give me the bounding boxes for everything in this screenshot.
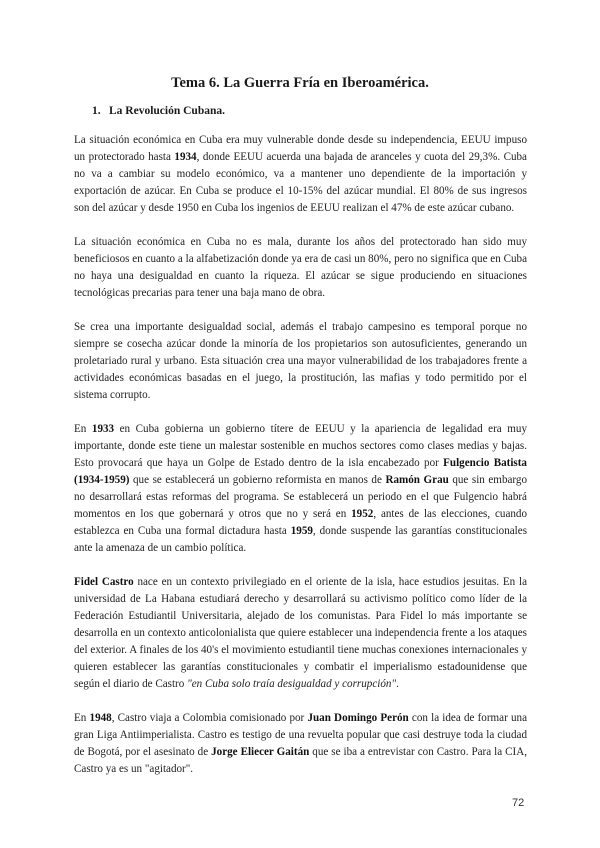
paragraph-6: [74, 710, 527, 778]
bold-name: Fulgencio Batista (1934-1959): [74, 457, 527, 486]
paragraph-2: La situación económica en Cuba no es mala, durante los años del protectorado han sido muy beneficiosos en cuanto a la alfabetización donde ya era de casi un 80%, pero no significa que en Cuba no haya una desigualdad en cuanto la riqueza. El azúcar se sigue produciendo en situaciones tecnológicas precarias para tener una baja mano de obra.: [74, 236, 527, 299]
bold-name: Juan Domingo Perón: [307, 712, 409, 724]
paragraph-4: [74, 421, 527, 557]
text-run: que se establecerá un gobierno reformista en manos de: [129, 474, 386, 486]
bold-year: 1948: [89, 712, 112, 724]
paragraph-1: [74, 132, 527, 217]
bold-name: Ramón Grau: [385, 474, 449, 486]
page-number: 72: [512, 797, 525, 809]
bold-name: Fidel Castro: [74, 576, 134, 588]
text-run: que se iba a entrevistar con Castro. Para la CIA, Castro ya es un "agitador".: [74, 746, 528, 775]
text-run: que sin embargo no desarrollará estas reformas del programa. Se establecerá un periodo en el que Fulgencio habrá momentos en los que gobernará y otros que no y será en: [74, 474, 527, 520]
bold-name: Jorge Eliecer Gaitán: [211, 746, 310, 758]
section-title: La Revolución Cubana.: [109, 105, 225, 117]
bold-year: 1952: [351, 508, 374, 520]
text-run: .: [396, 678, 399, 690]
text-run: En: [74, 423, 92, 435]
text-run: En: [74, 712, 90, 724]
bold-year: 1959: [290, 525, 313, 537]
page-title: Tema 6. La Guerra Fría en Iberoamérica.: [171, 75, 429, 91]
text-run: , antes de las elecciones, cuando establezca en Cuba una formal dictadura hasta: [74, 508, 528, 537]
italic-quote: "en Cuba solo traía desigualdad y corrupción": [187, 678, 397, 690]
text-run: , donde suspende las garantías constitucionales ante la amenaza de un cambio política.: [74, 525, 528, 554]
section-number: 1.: [92, 105, 101, 117]
bold-year: 1934: [174, 151, 197, 163]
paragraph-3: Se crea una importante desigualdad social, además el trabajo campesino es temporal porque no siempre se cosecha azúcar donde la minoría de los propietarios son autosuficientes, generando un proletariado rural y urbano. Esta situación crea una mayor vulnerabilidad de los trabajadores frente a actividades económicas basadas en el juego, la prostitución, las mafias y todo permitido por el sistema corrupto.: [74, 321, 527, 401]
paragraph-5: [74, 574, 527, 693]
text-run: , Castro viaja a Colombia comisionado por: [111, 712, 308, 724]
text-run: La situación económica en Cuba era muy vulnerable donde desde su independencia, EEUU impuso un protectorado hasta: [74, 134, 527, 163]
text-run: nace en un contexto privilegiado en el oriente de la isla, hace estudios jesuitas. En la universidad de La Habana estudiará derecho y desarrollará su activismo político como líder de la Federación Estudiantil Universitaria, alejado de los comunistas. Para Fidel lo más importante se desarrolla en un contexto anticolonialista que quiere establecer una independencia frente a los ataques del exterior. A finales de los 40's el movimiento estudiantil tiene muchas conexiones internacionales y quieren establecer las garantías constitucionales y combatir el imperialismo estadounidense que según el diario de Castro: [74, 576, 527, 690]
text-run: en Cuba gobierna un gobierno títere de EEUU y la apariencia de legalidad era muy importante, donde este tiene un malestar sostenible en muchos sectores como clases medias y bajas. Esto provocará que haya un Golpe de Estado dentro de la isla encabezado por: [74, 423, 527, 469]
bold-year: 1933: [91, 423, 115, 435]
text-run: con la idea de formar una gran Liga Antiimperialista. Castro es testigo de una revuelta popular que casi destruye toda la ciudad de Bogotá, por el asesinato de: [74, 712, 527, 758]
section-heading: [92, 105, 225, 117]
body-text: [74, 132, 527, 795]
text-run: , donde EEUU acuerda una bajada de aranceles y cuota del 29,3%. Cuba no va a cambiar su modelo económico, va a mantener uno dependiente de la importación y exportación de azúcar. En Cuba se produce el 10-15% del azúcar mundial. El 80% de sus ingresos son del azúcar y desde 1950 en Cuba los ingenios de EEUU realizan el 47% de este azúcar cubano.: [74, 151, 527, 214]
